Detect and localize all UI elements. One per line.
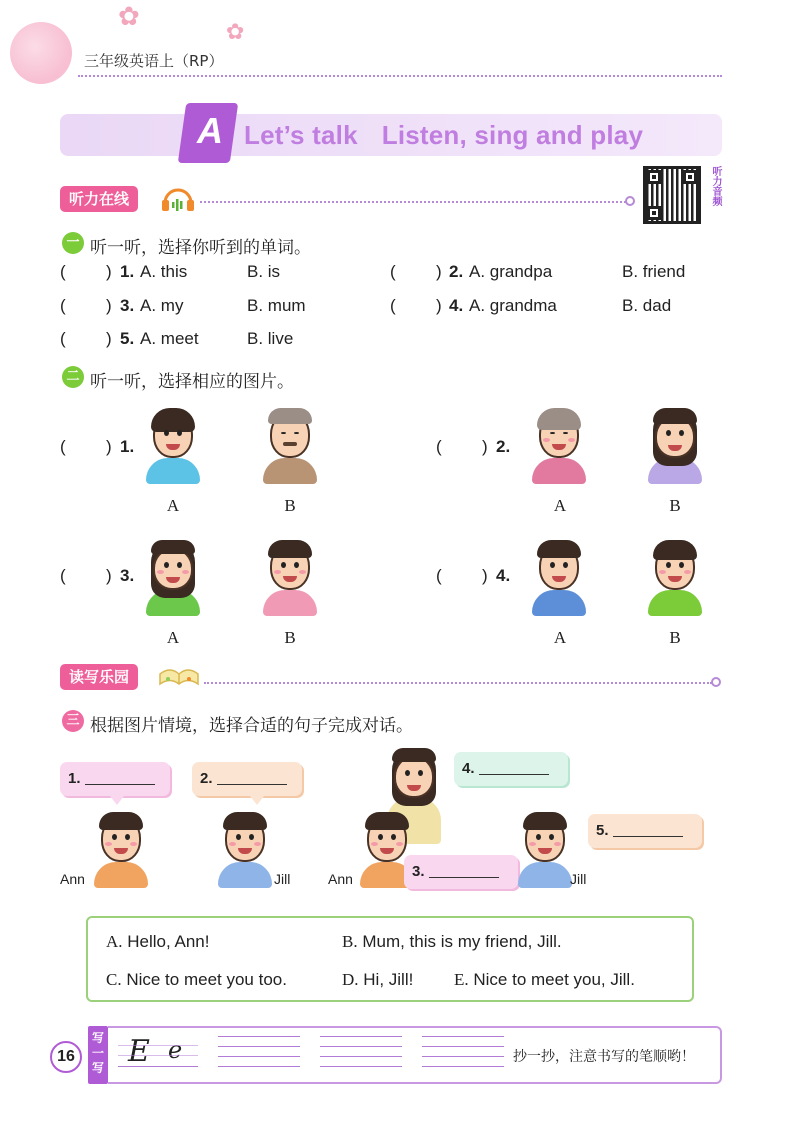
task-number-badge: 三 [62, 710, 84, 732]
task-number-badge: 二 [62, 366, 84, 388]
question-number: 1. [120, 437, 135, 456]
answer-paren-close: ) [482, 437, 488, 456]
copy-tip: 抄一抄，注意书写的笔顺哟！ [513, 1049, 695, 1065]
picture-option-grandpa[interactable] [261, 408, 319, 484]
answer-paren-open: ( [390, 296, 396, 315]
option-a: A. grandpa [469, 262, 553, 281]
answer-paren-open: ( [436, 437, 442, 456]
question-number: 3. [120, 296, 135, 315]
section-badge-letter: A [197, 110, 223, 151]
write-tag: 写一写 [88, 1026, 108, 1084]
answer-paren-open: ( [436, 566, 442, 585]
open-book-icon [158, 664, 200, 690]
page-number: 16 [50, 1041, 82, 1073]
choice-c: C. Nice to meet you too. [106, 970, 287, 989]
picture-label-b: B [669, 628, 681, 647]
choice-d: D. Hi, Jill! [342, 970, 414, 989]
question-number: 5. [120, 329, 135, 348]
answer-paren-close: ) [106, 437, 112, 456]
decorative-blossom [10, 22, 72, 84]
dialogue-bubble-5[interactable]: 5. [588, 814, 702, 848]
section-title-part1: Let’s talk [244, 120, 358, 150]
answer-paren-open: ( [60, 296, 66, 315]
dialogue-bubble-1[interactable]: 1. [60, 762, 170, 796]
answer-paren-close: ) [436, 296, 442, 315]
option-b: B. live [247, 329, 294, 348]
answer-paren-close: ) [106, 262, 112, 281]
dialogue-bubble-4[interactable]: 4. [454, 752, 568, 786]
flower-icon: ✿ [118, 2, 140, 32]
question-number: 4. [496, 566, 511, 585]
dialogue-bubble-2[interactable]: 2. [192, 762, 302, 796]
section-divider [204, 682, 712, 684]
option-b: B. mum [247, 296, 306, 315]
qr-caption: 听力音频 [710, 166, 721, 206]
question-number: 3. [120, 566, 135, 585]
option-b: B. friend [622, 262, 686, 281]
jill-character [516, 812, 574, 888]
picture-option-dad[interactable] [530, 540, 588, 616]
character-name: Jill [274, 871, 291, 887]
answer-paren-close: ) [106, 329, 112, 348]
answer-paren-close: ) [106, 566, 112, 585]
question-number: 1. [120, 262, 135, 281]
handwriting-lines[interactable] [320, 1036, 402, 1076]
answer-paren-open: ( [60, 437, 66, 456]
character-name: Jill [570, 871, 587, 887]
choice-a: A. Hello, Ann! [106, 932, 210, 951]
bubble-tail [250, 796, 264, 805]
handwriting-lines[interactable] [218, 1036, 300, 1076]
task-instruction: 根据图片情境，选择合适的句子完成对话。 [90, 716, 413, 736]
model-letter-upper: E [128, 1034, 150, 1069]
reading-section-label: 读写乐园 [60, 664, 138, 690]
option-a: A. this [140, 262, 188, 281]
dialogue-bubble-3[interactable]: 3. [404, 855, 518, 889]
handwriting-lines [118, 1036, 198, 1076]
picture-label-a: A [166, 496, 180, 515]
option-a: A. meet [140, 329, 199, 348]
answer-paren-open: ( [390, 262, 396, 281]
answer-paren-close: ) [106, 296, 112, 315]
picture-label-b: B [284, 628, 296, 647]
picture-label-b: B [284, 496, 296, 515]
question-number: 2. [449, 262, 464, 281]
listening-section-label: 听力在线 [60, 186, 138, 212]
option-a: A. my [140, 296, 184, 315]
section-title [244, 120, 643, 151]
task-number-badge: 一 [62, 232, 84, 254]
header-divider [78, 75, 722, 77]
question-number: 4. [449, 296, 464, 315]
flower-icon: ✿ [226, 20, 245, 45]
task-instruction: 听一听，选择相应的图片。 [90, 372, 294, 392]
picture-option-mum[interactable] [144, 540, 202, 616]
divider-end-dot [625, 196, 635, 206]
answer-paren-open: ( [60, 566, 66, 585]
qr-code[interactable] [643, 166, 701, 224]
choice-e: E. Nice to meet you, Jill. [454, 970, 635, 989]
character-name: Ann [60, 871, 85, 887]
answer-paren-open: ( [60, 262, 66, 281]
task-instruction: 听一听，选择你听到的单词。 [90, 238, 311, 258]
option-b: B. is [247, 262, 281, 281]
picture-option-woman[interactable] [646, 408, 704, 484]
picture-label-a: A [553, 628, 567, 647]
headphones-icon [160, 185, 196, 213]
section-divider [200, 201, 626, 203]
answer-paren-close: ) [482, 566, 488, 585]
picture-option-man[interactable] [144, 408, 202, 484]
character-name: Ann [328, 871, 353, 887]
answer-paren-open: ( [60, 329, 66, 348]
book-title: 三年级英语上（RP） [84, 52, 224, 70]
picture-option-grandma[interactable] [530, 408, 588, 484]
answer-paren-close: ) [436, 262, 442, 281]
picture-label-a: A [166, 628, 180, 647]
picture-option-girl[interactable] [261, 540, 319, 616]
choice-b: B. Mum, this is my friend, Jill. [342, 932, 562, 951]
picture-label-a: A [553, 496, 567, 515]
bubble-tail [110, 796, 124, 805]
jill-character [216, 812, 274, 888]
handwriting-lines[interactable] [422, 1036, 504, 1076]
ann-character [92, 812, 150, 888]
picture-label-b: B [669, 496, 681, 515]
picture-option-boy[interactable] [646, 540, 704, 616]
option-b: B. dad [622, 296, 672, 315]
question-number: 2. [496, 437, 511, 456]
option-a: A. grandma [469, 296, 557, 315]
section-title-part2: Listen, sing and play [381, 120, 644, 150]
model-letter-lower: e [168, 1036, 183, 1064]
divider-end-dot [711, 677, 721, 687]
